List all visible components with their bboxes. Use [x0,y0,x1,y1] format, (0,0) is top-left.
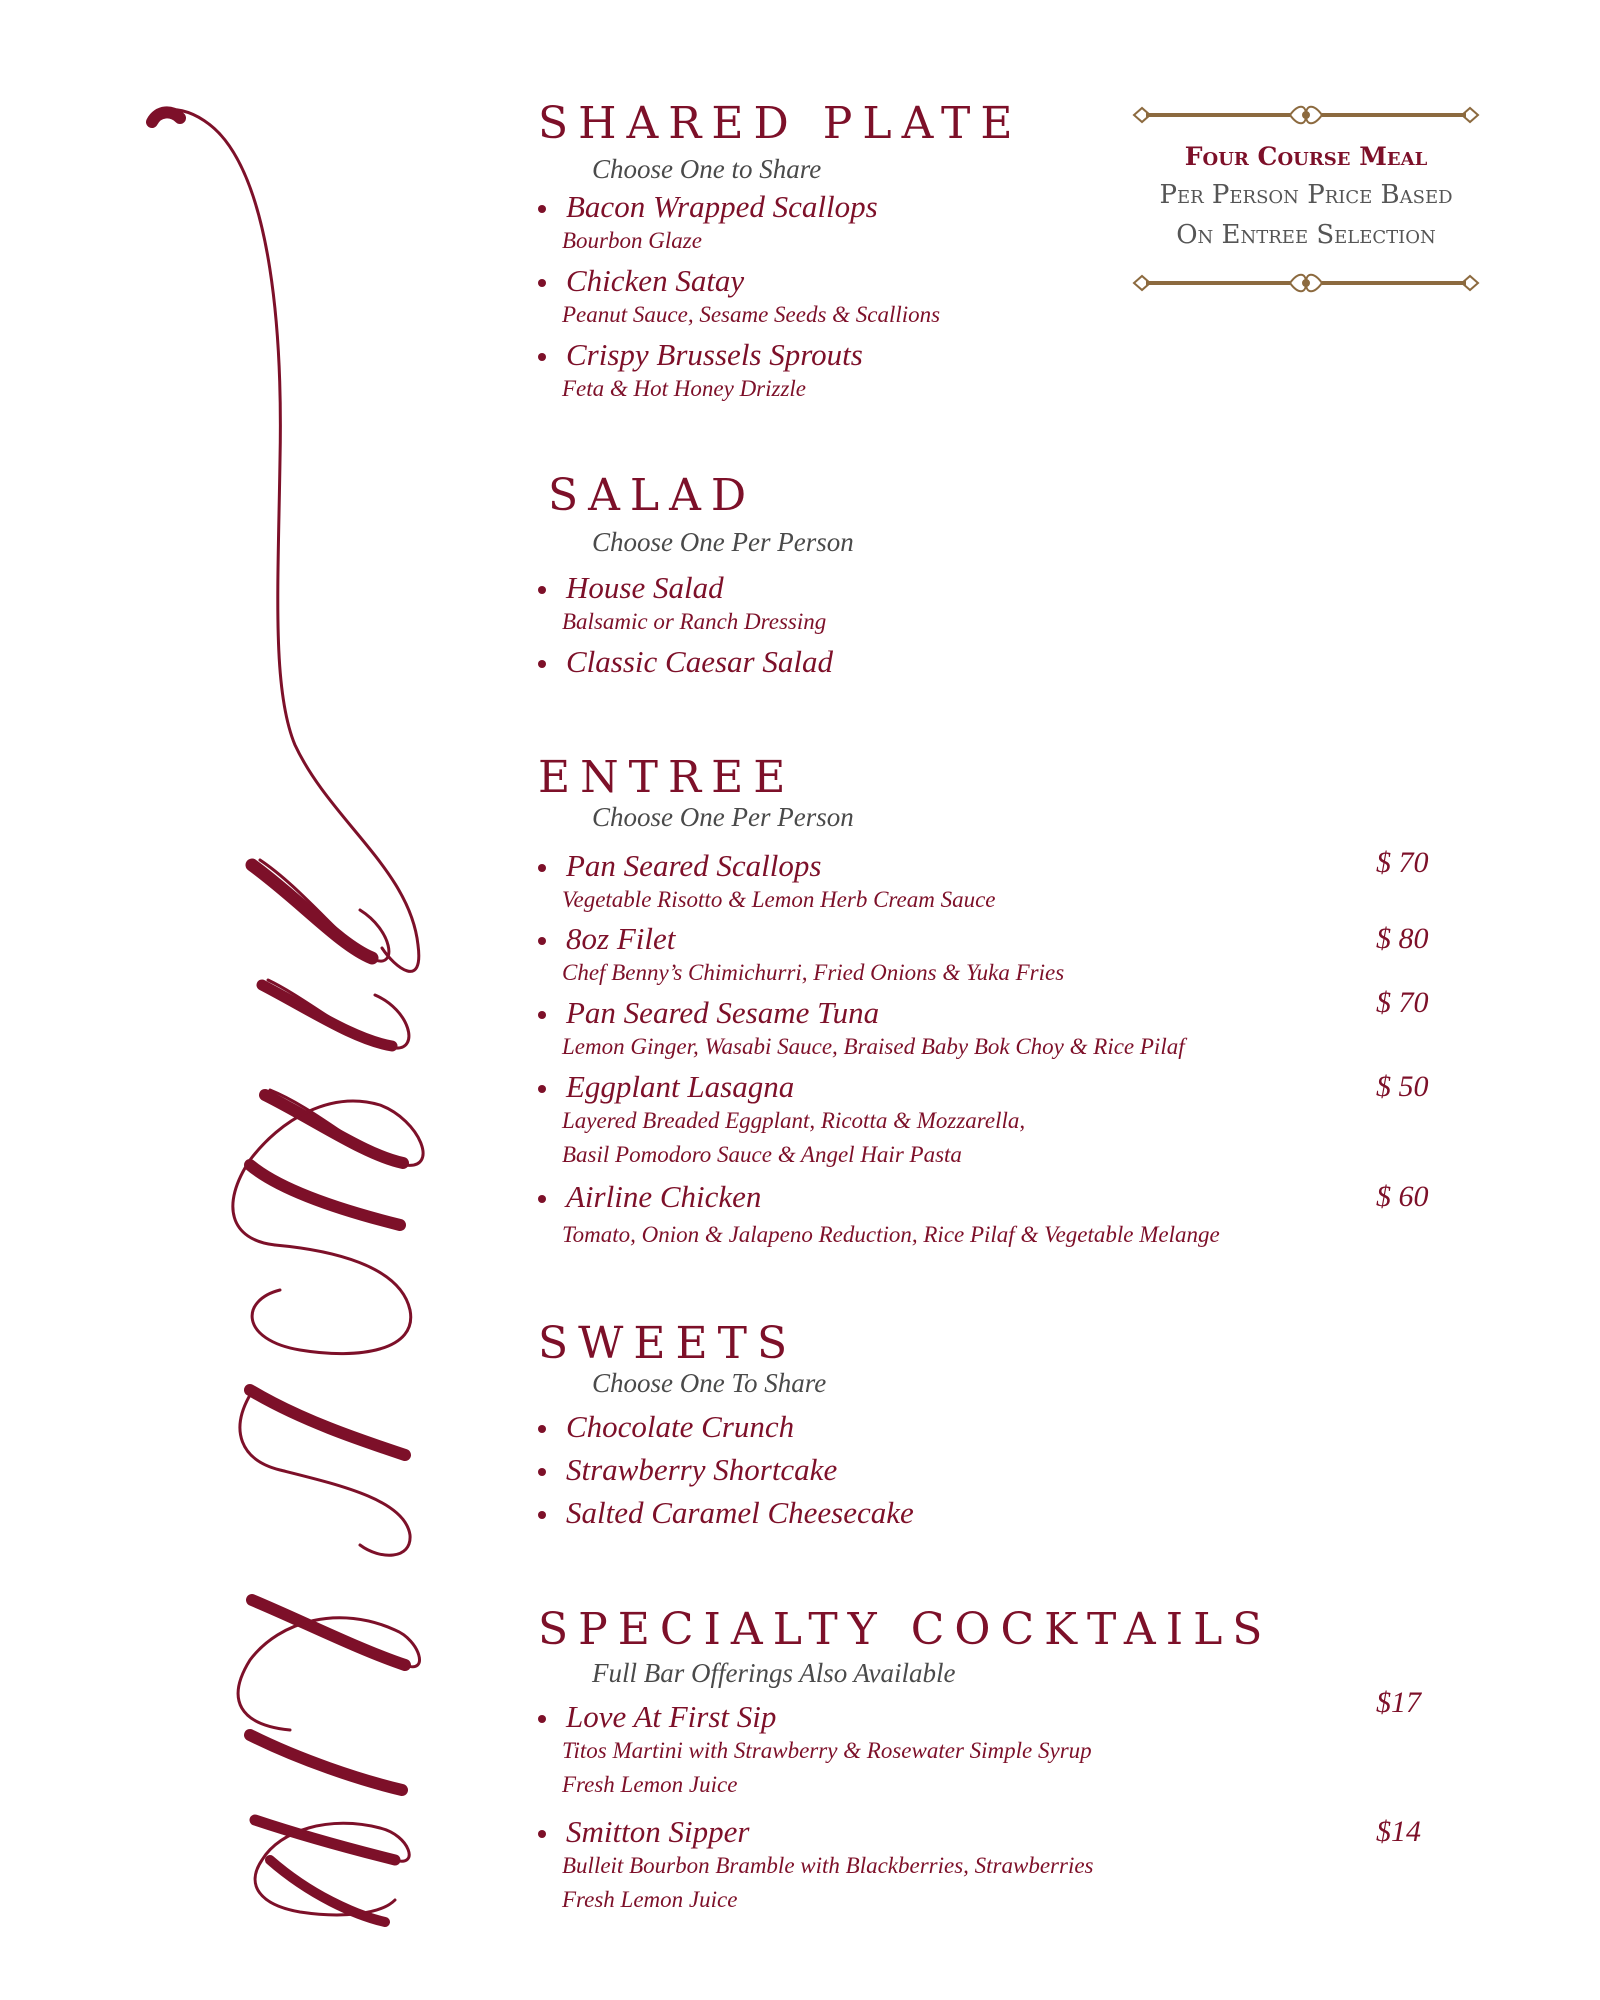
menu-item-desc: Feta & Hot Honey Drizzle [562,376,807,401]
menu-item-name: Salted Caramel Cheesecake [534,1496,914,1530]
menu-item-cocktail-1 [534,1700,1092,1802]
info-box-title: Four Course Meal [1184,142,1428,171]
menu-item-desc: Chef Benny’s Chimichurri, Fried Onions & Yuka Fries [562,960,1065,985]
menu-item-name: Crispy Brussels Sprouts [534,338,863,372]
section-subtitle-cocktails: Full Bar Offerings Also Available [592,1658,956,1688]
ornament-divider-top [1130,100,1482,130]
menu-item-name: Airline Chicken [534,1180,1220,1214]
menu-item-desc: Bourbon Glaze [562,228,702,253]
menu-item-sweets-1 [534,1410,794,1444]
menu-item-name: Chicken Satay [534,264,940,298]
menu-item-name: 8oz Filet [534,922,1064,956]
menu-item-sweets-2 [534,1453,837,1487]
section-subtitle-salad: Choose One Per Person [592,527,854,557]
menu-item-shared-1 [534,190,878,258]
menu-item-shared-3 [534,338,863,406]
section-subtitle-shared-plate: Choose One to Share [592,154,822,184]
section-subtitle-entree: Choose One Per Person [592,802,854,832]
menu-item-name: Pan Seared Scallops [534,849,996,883]
menu-item-name: Classic Caesar Salad [534,645,833,679]
section-title-sweets: SWEETS [538,1318,798,1369]
menu-item-desc: Bulleit Bourbon Bramble with Blackberries, Strawberries [562,1853,1094,1878]
menu-item-desc-2: Fresh Lemon Juice [562,1887,738,1912]
price-cocktail-1: $17 [1376,1686,1421,1719]
four-course-info-box [1130,100,1482,300]
menu-item-entree-3 [534,996,1185,1064]
menu-item-entree-5 [534,1180,1220,1256]
info-box-line-1: Per Person Price Based [1159,180,1453,210]
menu-item-desc: Titos Martini with Strawberry & Rosewater Simple Syrup [562,1738,1092,1763]
section-title-shared-plate: SHARED PLATE [538,98,1023,149]
price-entree-1: $ 70 [1376,846,1429,879]
section-subtitle-sweets: Choose One To Share [592,1368,827,1398]
section-title-salad: SALAD [548,470,757,521]
menu-item-cocktail-2 [534,1815,1094,1917]
menu-item-name: Eggplant Lasagna [534,1070,1025,1104]
menu-item-desc-2: Fresh Lemon Juice [562,1772,738,1797]
menu-item-salad-1 [534,571,826,639]
price-cocktail-2: $14 [1376,1815,1421,1848]
menu-item-name: House Salad [534,571,826,605]
menu-item-desc: Vegetable Risotto & Lemon Herb Cream Sauce [562,887,996,912]
price-entree-5: $ 60 [1376,1180,1429,1213]
menu-item-entree-1 [534,849,996,917]
price-entree-3: $ 70 [1376,986,1429,1019]
menu-item-desc: Lemon Ginger, Wasabi Sauce, Braised Baby Bok Choy & Rice Pilaf [562,1034,1185,1059]
menu-item-name: Pan Seared Sesame Tuna [534,996,1185,1030]
menu-item-desc: Peanut Sauce, Sesame Seeds & Scallions [562,302,941,327]
price-entree-4: $ 50 [1376,1070,1429,1103]
menu-item-name: Strawberry Shortcake [534,1453,837,1487]
menu-item-desc: Layered Breaded Eggplant, Ricotta & Mozzarella, [562,1108,1026,1133]
info-box-line-2: On Entree Selection [1176,220,1436,250]
menu-item-shared-2 [534,264,940,332]
menu-item-name: Bacon Wrapped Scallops [534,190,878,224]
menu-item-entree-4 [534,1070,1025,1172]
menu-item-desc: Balsamic or Ranch Dressing [562,609,827,634]
menu-item-desc-2: Basil Pomodoro Sauce & Angel Hair Pasta [562,1142,962,1167]
menu-item-salad-2 [534,645,833,679]
section-title-cocktails: SPECIALTY COCKTAILS [538,1604,1273,1655]
menu-item-name: Love At First Sip [534,1700,1092,1734]
section-title-entree: ENTREE [538,752,796,803]
menu-item-entree-2 [534,922,1064,990]
price-entree-2: $ 80 [1376,922,1429,955]
menu-item-desc: Tomato, Onion & Jalapeno Reduction, Rice Pilaf & Vegetable Melange [562,1222,1220,1247]
menu-item-sweets-3 [534,1496,914,1530]
menu-item-name: Chocolate Crunch [534,1410,794,1444]
menu-item-name: Smitton Sipper [534,1815,1094,1849]
ornament-divider-bottom [1130,268,1482,298]
